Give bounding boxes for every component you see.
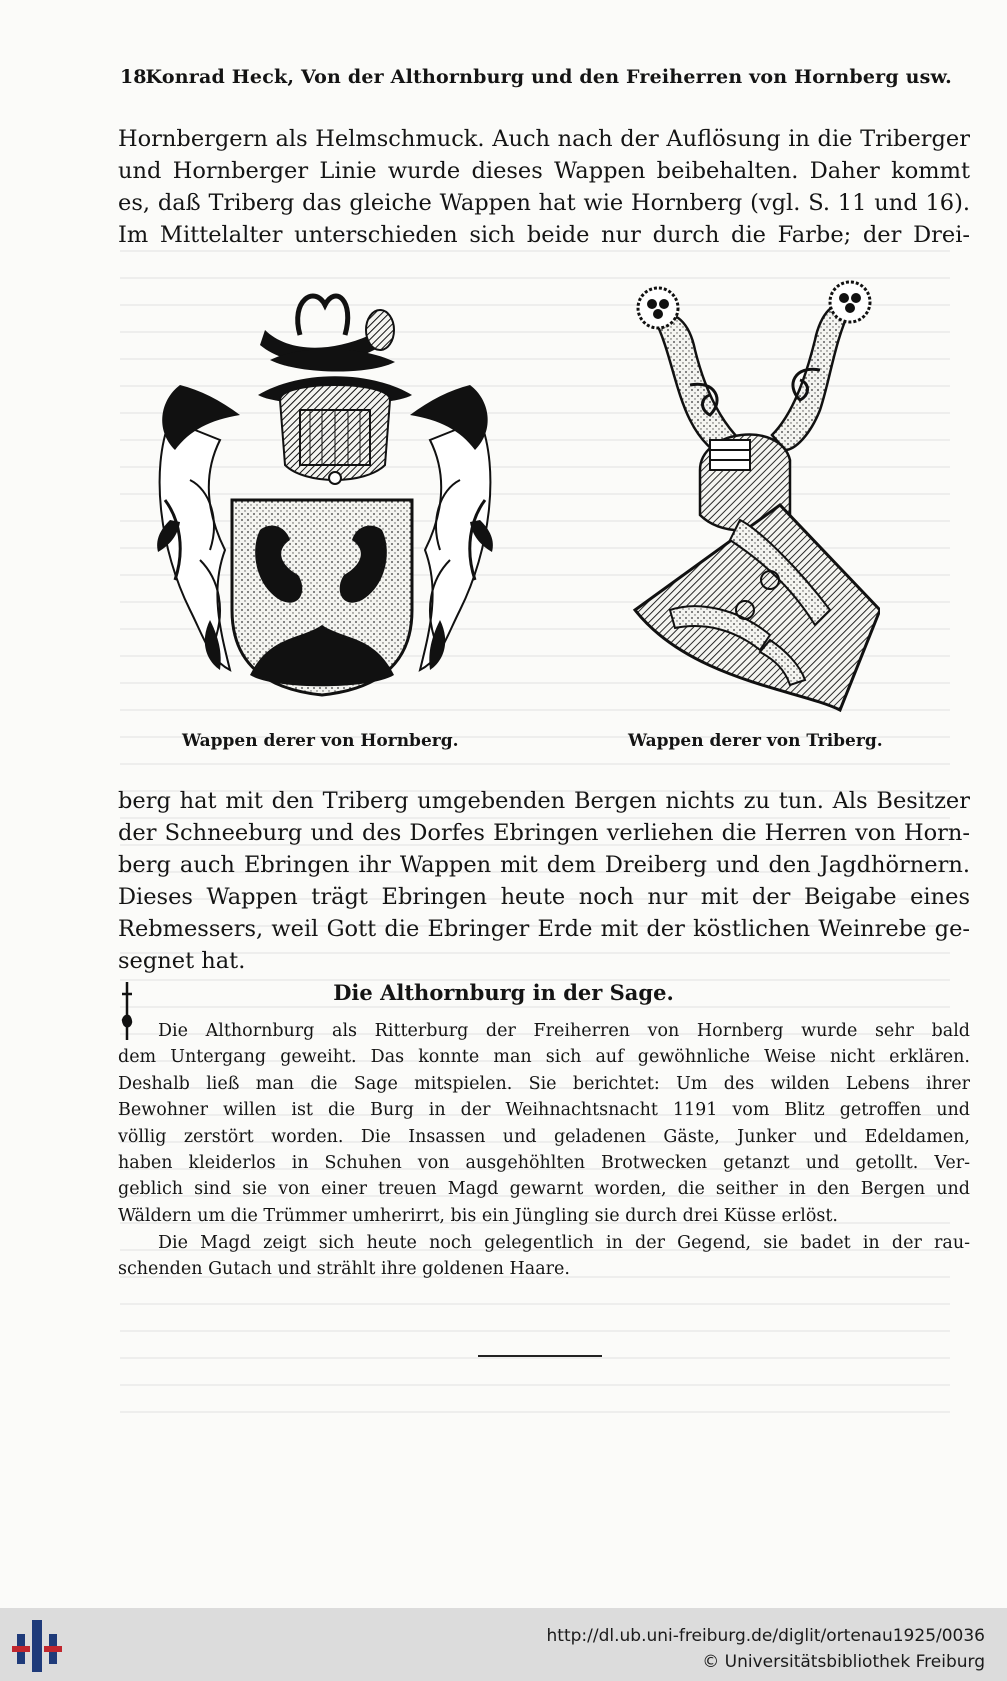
text-line: Hornbergern als Helmschmuck. Auch nach der Auflösung in die Triberger bbox=[118, 126, 970, 152]
text-line: Rebmessers, weil Gott die Ebringer Erde mit der köstlichen Weinrebe ge- bbox=[118, 916, 970, 942]
caption-hornberg: Wappen derer von Hornberg. bbox=[182, 731, 459, 751]
text-line: berg auch Ebringen ihr Wappen mit dem Dreiberg und den Jagdhörnern. bbox=[118, 852, 970, 878]
text-line: geblich sind sie von einer treuen Magd gewarnt worden, die seither in den Bergen und bbox=[118, 1179, 970, 1200]
text-line: dem Untergang geweiht. Das konnte man sich auf gewöhnliche Weise nicht erklären. bbox=[118, 1047, 970, 1068]
text-line: Deshalb ließ man die Sage mitspielen. Sie berichtet: Um des wilden Lebens ihrer bbox=[118, 1073, 970, 1094]
hornberg-coat-of-arms bbox=[150, 290, 500, 730]
text-line: segnet hat. bbox=[118, 948, 246, 974]
text-line: der Schneeburg und des Dorfes Ebringen verliehen die Herren von Horn- bbox=[118, 820, 970, 846]
triberg-coat-of-arms bbox=[630, 280, 880, 725]
section-heading: Die Althornburg in der Sage. bbox=[333, 980, 674, 1005]
text-line: Die Althornburg als Ritterburg der Freiherren von Hornberg wurde sehr bald bbox=[158, 1021, 970, 1041]
page-number: 18 bbox=[120, 66, 147, 88]
permalink-url[interactable]: http://dl.ub.uni-freiburg.de/diglit/ortenau1925/0036 bbox=[546, 1626, 985, 1646]
paragraph-continuation bbox=[118, 785, 970, 977]
section-paragraph-1 bbox=[118, 1018, 970, 1229]
running-header bbox=[120, 66, 952, 94]
text-line: Dieses Wappen trägt Ebringen heute noch nur mit der Beigabe eines bbox=[118, 884, 970, 910]
text-line: es, daß Triberg das gleiche Wappen hat wie Hornberg (vgl. S. 11 und 16). bbox=[118, 190, 970, 216]
library-logo-icon bbox=[12, 1620, 62, 1672]
running-title: Konrad Heck, Von der Althornburg und den Freiherren von Hornberg usw. bbox=[145, 66, 952, 88]
text-line: und Hornberger Linie wurde dieses Wappen beibehalten. Daher kommt bbox=[118, 158, 970, 184]
paragraph-intro bbox=[118, 123, 970, 251]
text-line: berg hat mit den Triberg umgebenden Bergen nichts zu tun. Als Besitzer bbox=[118, 788, 970, 814]
text-line: haben kleiderlos in Schuhen von ausgehöhlten Brotwecken getanzt und getollt. Ver- bbox=[118, 1152, 970, 1173]
text-line: Wäldern um die Trümmer umherirrt, bis ein Jüngling sie durch drei Küsse erlöst. bbox=[118, 1205, 838, 1226]
text-line: Bewohner willen ist die Burg in der Weihnachtsnacht 1191 vom Blitz getroffen und bbox=[118, 1100, 970, 1121]
text-line: völlig zerstört worden. Die Insassen und geladenen Gäste, Junker und Edeldamen, bbox=[118, 1126, 970, 1147]
text-line: schenden Gutach und strählt ihre goldenen Haare. bbox=[118, 1259, 570, 1280]
viewer-footer bbox=[0, 1608, 1007, 1681]
section-paragraph-2 bbox=[118, 1230, 970, 1283]
text-line: Die Magd zeigt sich heute noch gelegentlich in der Gegend, sie badet in der rau- bbox=[158, 1233, 970, 1253]
end-rule bbox=[478, 1355, 602, 1357]
caption-triberg: Wappen derer von Triberg. bbox=[628, 731, 883, 751]
text-line: Im Mittelalter unterschieden sich beide nur durch die Farbe; der Drei- bbox=[118, 222, 970, 248]
copyright-notice: © Universitätsbibliothek Freiburg bbox=[702, 1652, 985, 1672]
